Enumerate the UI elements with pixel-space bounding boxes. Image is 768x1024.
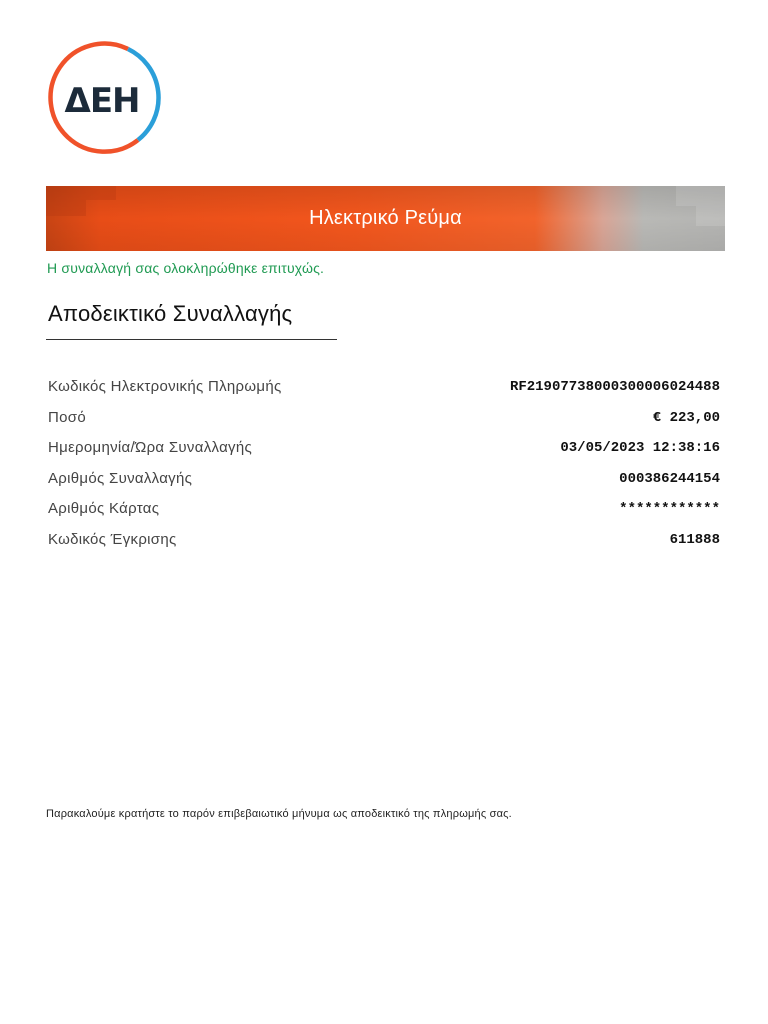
detail-label: Κωδικός Έγκρισης [48,530,177,548]
detail-label: Αριθμός Συναλλαγής [48,469,193,487]
detail-row-approval-code [48,529,720,560]
dei-logo [44,40,164,155]
detail-value: 611888 [669,531,720,548]
detail-row-amount [48,407,720,438]
detail-row-transaction-number [48,468,720,499]
detail-label: Ημερομηνία/Ώρα Συναλλαγής [48,439,253,457]
detail-label: Κωδικός Ηλεκτρονικής Πληρωμής [48,378,282,395]
receipt-title: Αποδεικτικό Συναλλαγής [48,301,293,326]
title-divider [46,339,337,340]
success-message: Η συναλλαγή σας ολοκληρώθηκε επιτυχώς. [47,260,325,276]
detail-value: ************ [619,501,720,518]
detail-label: Ποσό [48,408,86,426]
detail-row-datetime [48,437,720,468]
dei-logo-icon [44,40,164,155]
receipt-details [48,376,720,560]
detail-row-card-number [48,498,720,529]
detail-value: 03/05/2023 12:38:16 [560,440,720,457]
logo-text: ΔΕΗ [64,81,140,121]
detail-value: RF21907738000300006024488 [509,379,720,395]
footer-note: Παρακαλούμε κρατήστε το παρόν επιβεβαιωτικό μήνυμα ως αποδεικτικό της πληρωμής σας. [46,808,512,820]
banner-title: Ηλεκτρικό Ρεύμα [309,207,462,229]
detail-label: Αριθμός Κάρτας [48,500,160,518]
detail-value: 000386244154 [619,470,720,487]
detail-row-payment-code [48,376,720,407]
detail-value: € 223,00 [652,409,720,426]
service-banner [46,186,725,251]
